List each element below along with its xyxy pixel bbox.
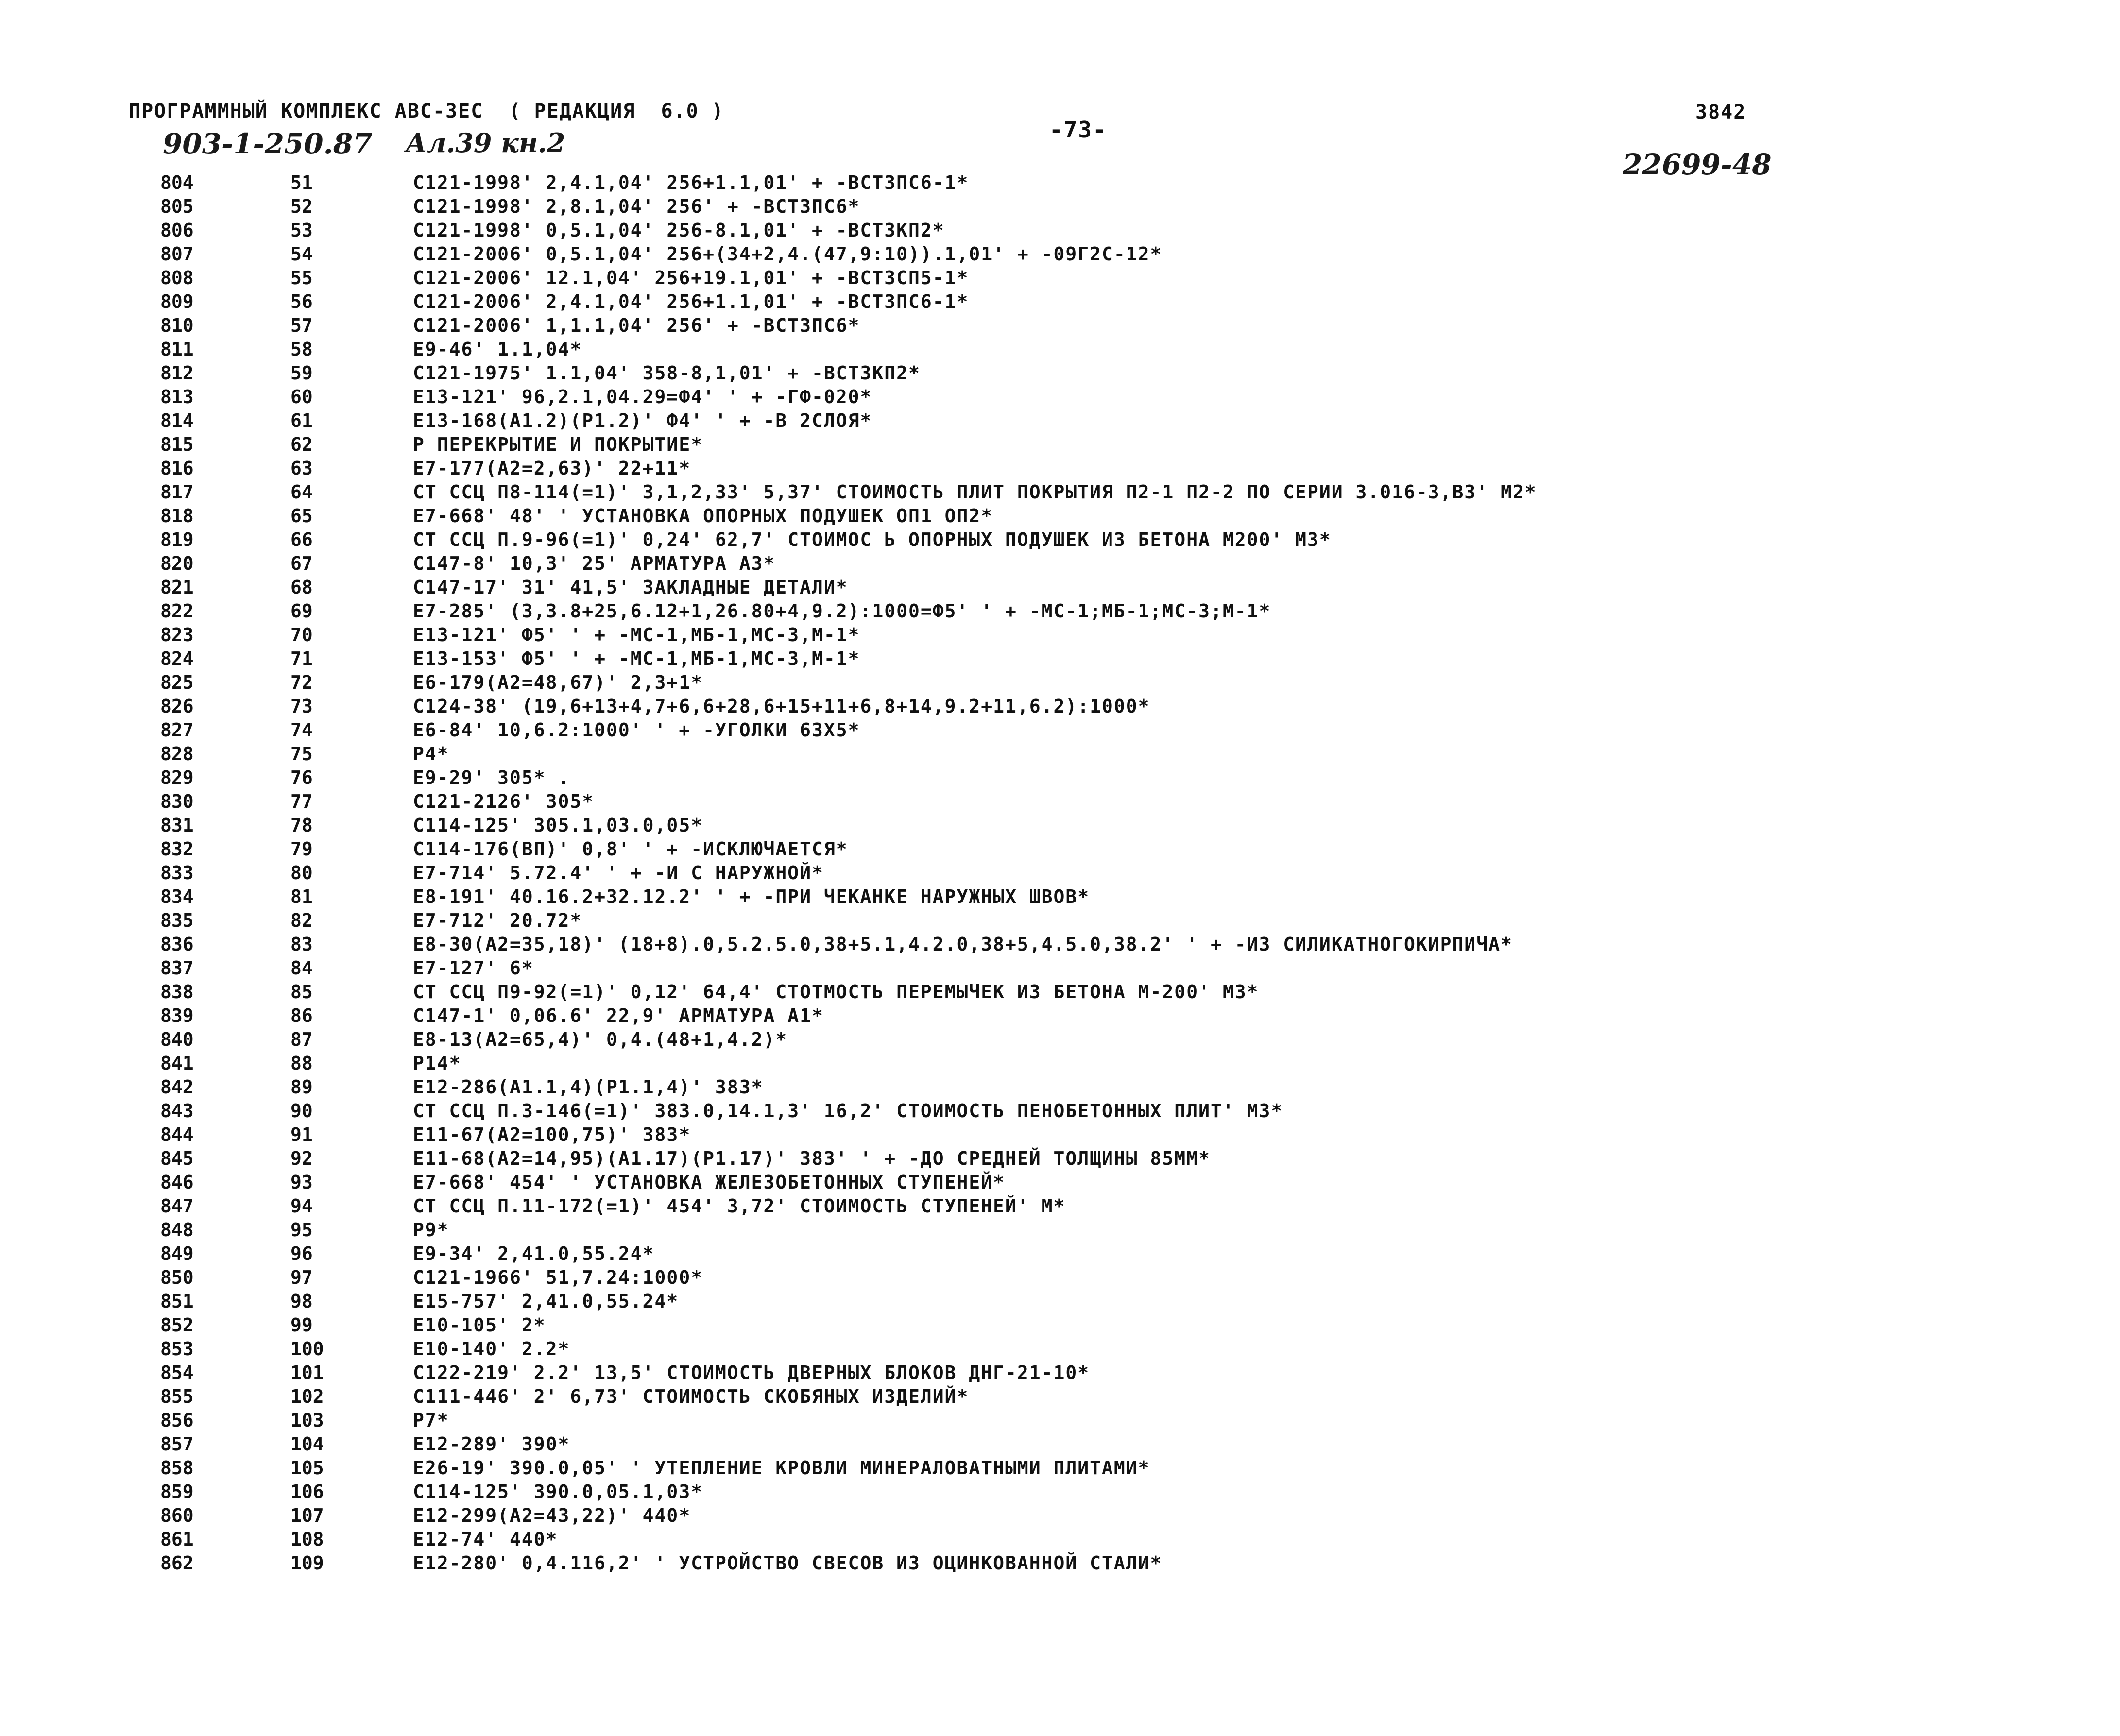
- listing-row: [0, 742, 2120, 766]
- listing-row: [0, 1171, 2120, 1194]
- listing-row: [0, 933, 2120, 956]
- row-text: C121-1975' 1.1,04' 358-8,1,01' + -ВСТ3КП2*: [413, 362, 921, 384]
- listing-row: [0, 718, 2120, 742]
- row-line-number: 95: [291, 1219, 313, 1241]
- row-sequence-number: 804: [160, 172, 194, 193]
- row-line-number: 86: [291, 1005, 313, 1026]
- listing-row: [0, 361, 2120, 385]
- row-text: E11-68(A2=14,95)(A1.17)(P1.17)' 383' ' + -ДО СРЕДНЕЙ ТОЛЩИНЫ 85ММ*: [413, 1148, 1211, 1169]
- listing-row: [0, 1456, 2120, 1480]
- row-text: СТ ССЦ П.9-96(=1)' 0,24' 62,7' СТОИМОС Ь ОПОРНЫХ ПОДУШЕК ИЗ БЕТОНА М200' М3*: [413, 529, 1332, 550]
- listing-row: [0, 219, 2120, 242]
- row-text: E12-299(A2=43,22)' 440*: [413, 1505, 691, 1526]
- listing-row: [0, 1528, 2120, 1551]
- row-text: E7-177(A2=2,63)' 22+11*: [413, 458, 691, 479]
- row-line-number: 52: [291, 196, 313, 217]
- listing-row: [0, 1409, 2120, 1432]
- row-text: C121-2006' 0,5.1,04' 256+(34+2,4.(47,9:10)).1,01' + -09Г2С-12*: [413, 243, 1163, 265]
- row-line-number: 97: [291, 1267, 313, 1288]
- row-sequence-number: 859: [160, 1481, 194, 1502]
- row-text: E10-105' 2*: [413, 1314, 546, 1336]
- row-text: C114-125' 390.0,05.1,03*: [413, 1481, 703, 1502]
- row-line-number: 104: [291, 1433, 324, 1455]
- row-text: E8-13(A2=65,4)' 0,4.(48+1,4.2)*: [413, 1029, 788, 1050]
- listing-row: [0, 1147, 2120, 1171]
- row-text: E7-712' 20.72*: [413, 910, 582, 931]
- row-text: C121-2006' 2,4.1,04' 256+1.1,01' + -ВСТ3ПС6-1*: [413, 291, 969, 312]
- listing-row: [0, 385, 2120, 409]
- row-line-number: 69: [291, 600, 313, 622]
- row-line-number: 90: [291, 1100, 313, 1122]
- row-text: СТ ССЦ П.11-172(=1)' 454' 3,72' СТОИМОСТЬ СТУПЕНЕЙ' М*: [413, 1195, 1066, 1217]
- listing-row: [0, 647, 2120, 671]
- row-sequence-number: 846: [160, 1172, 194, 1193]
- listing-row: [0, 338, 2120, 361]
- row-text: E9-29' 305* .: [413, 767, 570, 788]
- listing-row: [0, 504, 2120, 528]
- row-line-number: 81: [291, 886, 313, 907]
- row-sequence-number: 815: [160, 434, 194, 455]
- row-sequence-number: 806: [160, 220, 194, 241]
- row-line-number: 83: [291, 934, 313, 955]
- row-line-number: 78: [291, 815, 313, 836]
- row-sequence-number: 835: [160, 910, 194, 931]
- row-line-number: 56: [291, 291, 313, 312]
- program-header: ПРОГРАММНЫЙ КОМПЛЕКС АВС-ЗЕС ( РЕДАКЦИЯ 6.0 ): [129, 100, 724, 122]
- listing-row: [0, 171, 2120, 195]
- row-sequence-number: 836: [160, 934, 194, 955]
- row-line-number: 67: [291, 553, 313, 574]
- row-sequence-number: 848: [160, 1219, 194, 1241]
- row-text: Р14*: [413, 1053, 462, 1074]
- listing-row: [0, 1242, 2120, 1266]
- row-text: E12-74' 440*: [413, 1529, 558, 1550]
- listing-row: [0, 1218, 2120, 1242]
- row-sequence-number: 855: [160, 1386, 194, 1407]
- row-sequence-number: 809: [160, 291, 194, 312]
- row-sequence-number: 814: [160, 410, 194, 431]
- row-sequence-number: 812: [160, 362, 194, 384]
- row-sequence-number: 829: [160, 767, 194, 788]
- row-line-number: 89: [291, 1076, 313, 1098]
- row-text: C147-1' 0,06.6' 22,9' АРМАТУРА А1*: [413, 1005, 824, 1026]
- row-line-number: 92: [291, 1148, 313, 1169]
- row-sequence-number: 813: [160, 386, 194, 408]
- row-text: E15-757' 2,41.0,55.24*: [413, 1291, 679, 1312]
- row-line-number: 82: [291, 910, 313, 931]
- row-line-number: 75: [291, 743, 313, 765]
- row-sequence-number: 860: [160, 1505, 194, 1526]
- row-sequence-number: 828: [160, 743, 194, 765]
- row-sequence-number: 824: [160, 648, 194, 669]
- row-line-number: 61: [291, 410, 313, 431]
- row-line-number: 100: [291, 1338, 324, 1360]
- row-line-number: 77: [291, 791, 313, 812]
- row-text: C111-446' 2' 6,73' СТОИМОСТЬ СКОБЯНЫХ ИЗДЕЛИЙ*: [413, 1386, 969, 1407]
- row-line-number: 88: [291, 1053, 313, 1074]
- listing-row: [0, 314, 2120, 338]
- row-line-number: 79: [291, 838, 313, 860]
- row-line-number: 99: [291, 1314, 313, 1336]
- row-sequence-number: 827: [160, 719, 194, 741]
- document-number: 3842: [1695, 101, 1746, 123]
- row-line-number: 105: [291, 1457, 324, 1479]
- listing-row: [0, 956, 2120, 980]
- listing-row: [0, 814, 2120, 837]
- row-line-number: 54: [291, 243, 313, 265]
- row-sequence-number: 817: [160, 481, 194, 503]
- row-line-number: 101: [291, 1362, 324, 1383]
- row-text: E7-668' 454' ' УСТАНОВКА ЖЕЛЕЗОБЕТОННЫХ СТУПЕНЕЙ*: [413, 1172, 1006, 1193]
- row-sequence-number: 845: [160, 1148, 194, 1169]
- listing-row: [0, 766, 2120, 790]
- listing-row: [0, 480, 2120, 504]
- row-line-number: 62: [291, 434, 313, 455]
- row-text: C121-1998' 2,8.1,04' 256' + -ВСТ3ПС6*: [413, 196, 860, 217]
- listing-row: [0, 1551, 2120, 1575]
- row-sequence-number: 853: [160, 1338, 194, 1360]
- row-line-number: 65: [291, 505, 313, 527]
- listing-row: [0, 980, 2120, 1004]
- row-text: E9-46' 1.1,04*: [413, 339, 582, 360]
- row-text: Р7*: [413, 1410, 449, 1431]
- row-sequence-number: 834: [160, 886, 194, 907]
- row-sequence-number: 822: [160, 600, 194, 622]
- row-sequence-number: 820: [160, 553, 194, 574]
- row-line-number: 58: [291, 339, 313, 360]
- row-sequence-number: 839: [160, 1005, 194, 1026]
- row-line-number: 102: [291, 1386, 324, 1407]
- row-text: C121-2126' 305*: [413, 791, 595, 812]
- listing-row: [0, 1337, 2120, 1361]
- row-sequence-number: 831: [160, 815, 194, 836]
- listing-row: [0, 599, 2120, 623]
- listing-row: [0, 552, 2120, 576]
- row-sequence-number: 849: [160, 1243, 194, 1264]
- row-text: C114-125' 305.1,03.0,05*: [413, 815, 703, 836]
- row-line-number: 57: [291, 315, 313, 336]
- row-sequence-number: 807: [160, 243, 194, 265]
- row-text: E6-84' 10,6.2:1000' ' + -УГОЛКИ 63Х5*: [413, 719, 860, 741]
- row-line-number: 53: [291, 220, 313, 241]
- listing-row: [0, 909, 2120, 933]
- row-sequence-number: 837: [160, 957, 194, 979]
- row-line-number: 60: [291, 386, 313, 408]
- row-text: E10-140' 2.2*: [413, 1338, 570, 1360]
- listing-row: [0, 195, 2120, 219]
- row-text: E11-67(A2=100,75)' 383*: [413, 1124, 691, 1145]
- row-sequence-number: 862: [160, 1552, 194, 1574]
- listing-row: [0, 1052, 2120, 1075]
- row-text: C124-38' (19,6+13+4,7+6,6+28,6+15+11+6,8+14,9.2+11,6.2):1000*: [413, 696, 1150, 717]
- row-sequence-number: 840: [160, 1029, 194, 1050]
- row-sequence-number: 823: [160, 624, 194, 646]
- listing-row: [0, 861, 2120, 885]
- row-text: СТ ССЦ П8-114(=1)' 3,1,2,33' 5,37' СТОИМОСТЬ ПЛИТ ПОКРЫТИЯ П2-1 П2-2 ПО СЕРИИ 3.016-3,В3' М2*: [413, 481, 1537, 503]
- row-sequence-number: 858: [160, 1457, 194, 1479]
- row-line-number: 109: [291, 1552, 324, 1574]
- row-line-number: 72: [291, 672, 313, 693]
- row-text: E9-34' 2,41.0,55.24*: [413, 1243, 655, 1264]
- row-line-number: 91: [291, 1124, 313, 1145]
- row-sequence-number: 832: [160, 838, 194, 860]
- row-line-number: 96: [291, 1243, 313, 1264]
- row-line-number: 107: [291, 1505, 324, 1526]
- row-text: C121-2006' 1,1.1,04' 256' + -ВСТ3ПС6*: [413, 315, 860, 336]
- listing-row: [0, 1194, 2120, 1218]
- row-line-number: 66: [291, 529, 313, 550]
- row-text: Р9*: [413, 1219, 449, 1241]
- listing: [0, 171, 2120, 1575]
- listing-row: [0, 1480, 2120, 1504]
- row-line-number: 106: [291, 1481, 324, 1502]
- listing-row: [0, 623, 2120, 647]
- row-line-number: 59: [291, 362, 313, 384]
- row-line-number: 71: [291, 648, 313, 669]
- row-sequence-number: 811: [160, 339, 194, 360]
- row-sequence-number: 830: [160, 791, 194, 812]
- row-text: E8-191' 40.16.2+32.12.2' ' + -ПРИ ЧЕКАНКЕ НАРУЖНЫХ ШВОВ*: [413, 886, 1090, 907]
- listing-row: [0, 1361, 2120, 1385]
- row-sequence-number: 819: [160, 529, 194, 550]
- listing-row: [0, 242, 2120, 266]
- row-text: E13-168(A1.2)(P1.2)' Ф4' ' + -В 2СЛОЯ*: [413, 410, 872, 431]
- row-text: E7-127' 6*: [413, 957, 534, 979]
- row-sequence-number: 816: [160, 458, 194, 479]
- row-text: E12-286(A1.1,4)(P1.1,4)' 383*: [413, 1076, 764, 1098]
- listing-row: [0, 1099, 2120, 1123]
- row-text: СТ ССЦ П9-92(=1)' 0,12' 64,4' СТОТМОСТЬ ПЕРЕМЫЧЕК ИЗ БЕТОНА М-200' М3*: [413, 981, 1259, 1003]
- row-sequence-number: 854: [160, 1362, 194, 1383]
- row-text: E13-121' Ф5' ' + -МС-1,МБ-1,МС-3,М-1*: [413, 624, 860, 646]
- row-sequence-number: 818: [160, 505, 194, 527]
- listing-row: [0, 409, 2120, 433]
- row-sequence-number: 826: [160, 696, 194, 717]
- row-text: E12-280' 0,4.116,2' ' УСТРОЙСТВО СВЕСОВ ИЗ ОЦИНКОВАННОЙ СТАЛИ*: [413, 1552, 1163, 1574]
- handwritten-album: Ал.39 кн.2: [406, 127, 565, 158]
- row-text: C122-219' 2.2' 13,5' СТОИМОСТЬ ДВЕРНЫХ БЛОКОВ ДНГ-21-10*: [413, 1362, 1090, 1383]
- row-line-number: 73: [291, 696, 313, 717]
- row-text: C147-8' 10,3' 25' АРМАТУРА А3*: [413, 553, 776, 574]
- row-sequence-number: 847: [160, 1195, 194, 1217]
- listing-row: [0, 1290, 2120, 1313]
- row-sequence-number: 821: [160, 577, 194, 598]
- row-text: C121-2006' 12.1,04' 256+19.1,01' + -ВСТ3СП5-1*: [413, 267, 969, 289]
- row-line-number: 87: [291, 1029, 313, 1050]
- row-text: Р4*: [413, 743, 449, 765]
- listing-row: [0, 457, 2120, 480]
- listing-row: [0, 1028, 2120, 1052]
- row-sequence-number: 805: [160, 196, 194, 217]
- listing-row: [0, 576, 2120, 599]
- listing-row: [0, 266, 2120, 290]
- row-sequence-number: 833: [160, 862, 194, 884]
- row-line-number: 93: [291, 1172, 313, 1193]
- listing-row: [0, 1504, 2120, 1528]
- handwritten-inventory-number: 22699-48: [1623, 148, 1772, 181]
- row-sequence-number: 825: [160, 672, 194, 693]
- row-line-number: 68: [291, 577, 313, 598]
- row-sequence-number: 856: [160, 1410, 194, 1431]
- listing-row: [0, 290, 2120, 314]
- listing-row: [0, 433, 2120, 457]
- listing-row: [0, 837, 2120, 861]
- row-line-number: 85: [291, 981, 313, 1003]
- row-sequence-number: 841: [160, 1053, 194, 1074]
- listing-row: [0, 671, 2120, 695]
- row-sequence-number: 843: [160, 1100, 194, 1122]
- row-line-number: 94: [291, 1195, 313, 1217]
- row-sequence-number: 851: [160, 1291, 194, 1312]
- row-text: E7-714' 5.72.4' ' + -И С НАРУЖНОЙ*: [413, 862, 824, 884]
- row-sequence-number: 844: [160, 1124, 194, 1145]
- row-text: E26-19' 390.0,05' ' УТЕПЛЕНИЕ КРОВЛИ МИНЕРАЛОВАТНЫМИ ПЛИТАМИ*: [413, 1457, 1150, 1479]
- row-line-number: 74: [291, 719, 313, 741]
- row-text: C114-176(ВП)' 0,8' ' + -ИСКЛЮЧАЕТСЯ*: [413, 838, 848, 860]
- row-sequence-number: 810: [160, 315, 194, 336]
- listing-row: [0, 885, 2120, 909]
- row-text: Р ПЕРЕКРЫТИЕ И ПОКРЫТИЕ*: [413, 434, 703, 455]
- row-sequence-number: 808: [160, 267, 194, 289]
- row-sequence-number: 842: [160, 1076, 194, 1098]
- row-text: C147-17' 31' 41,5' ЗАКЛАДНЫЕ ДЕТАЛИ*: [413, 577, 848, 598]
- row-line-number: 55: [291, 267, 313, 289]
- row-text: E8-30(A2=35,18)' (18+8).0,5.2.5.0,38+5.1,4.2.0,38+5,4.5.0,38.2' ' + -ИЗ СИЛИКАТНОГОКИРПИЧА*: [413, 934, 1513, 955]
- listing-row: [0, 1313, 2120, 1337]
- row-text: E7-668' 48' ' УСТАНОВКА ОПОРНЫХ ПОДУШЕК ОП1 ОП2*: [413, 505, 993, 527]
- row-text: E7-285' (3,3.8+25,6.12+1,26.80+4,9.2):1000=Ф5' ' + -МС-1;МБ-1;МС-3;М-1*: [413, 600, 1271, 622]
- row-text: E6-179(A2=48,67)' 2,3+1*: [413, 672, 703, 693]
- row-sequence-number: 838: [160, 981, 194, 1003]
- row-line-number: 103: [291, 1410, 324, 1431]
- row-line-number: 70: [291, 624, 313, 646]
- row-line-number: 64: [291, 481, 313, 503]
- row-text: C121-1998' 0,5.1,04' 256-8.1,01' + -ВСТ3КП2*: [413, 220, 945, 241]
- listing-row: [0, 790, 2120, 814]
- row-line-number: 98: [291, 1291, 313, 1312]
- listing-row: [0, 1432, 2120, 1456]
- listing-row: [0, 1004, 2120, 1028]
- row-line-number: 80: [291, 862, 313, 884]
- listing-row: [0, 1123, 2120, 1147]
- row-sequence-number: 850: [160, 1267, 194, 1288]
- row-line-number: 63: [291, 458, 313, 479]
- row-text: C121-1966' 51,7.24:1000*: [413, 1267, 703, 1288]
- listing-row: [0, 1385, 2120, 1409]
- row-text: E13-121' 96,2.1,04.29=Ф4' ' + -ГФ-020*: [413, 386, 872, 408]
- row-sequence-number: 852: [160, 1314, 194, 1336]
- row-line-number: 84: [291, 957, 313, 979]
- row-line-number: 51: [291, 172, 313, 193]
- row-text: C121-1998' 2,4.1,04' 256+1.1,01' + -ВСТ3ПС6-1*: [413, 172, 969, 193]
- listing-row: [0, 1266, 2120, 1290]
- row-line-number: 108: [291, 1529, 324, 1550]
- row-sequence-number: 857: [160, 1433, 194, 1455]
- row-sequence-number: 861: [160, 1529, 194, 1550]
- listing-row: [0, 1075, 2120, 1099]
- handwritten-project-code: 903-1-250.87: [163, 127, 373, 160]
- row-text: СТ ССЦ П.3-146(=1)' 383.0,14.1,3' 16,2' СТОИМОСТЬ ПЕНОБЕТОННЫХ ПЛИТ' М3*: [413, 1100, 1283, 1122]
- row-text: E12-289' 390*: [413, 1433, 570, 1455]
- row-line-number: 76: [291, 767, 313, 788]
- row-text: E13-153' Ф5' ' + -МС-1,МБ-1,МС-3,М-1*: [413, 648, 860, 669]
- page-number: -73-: [1049, 117, 1107, 143]
- listing-row: [0, 528, 2120, 552]
- listing-row: [0, 695, 2120, 718]
